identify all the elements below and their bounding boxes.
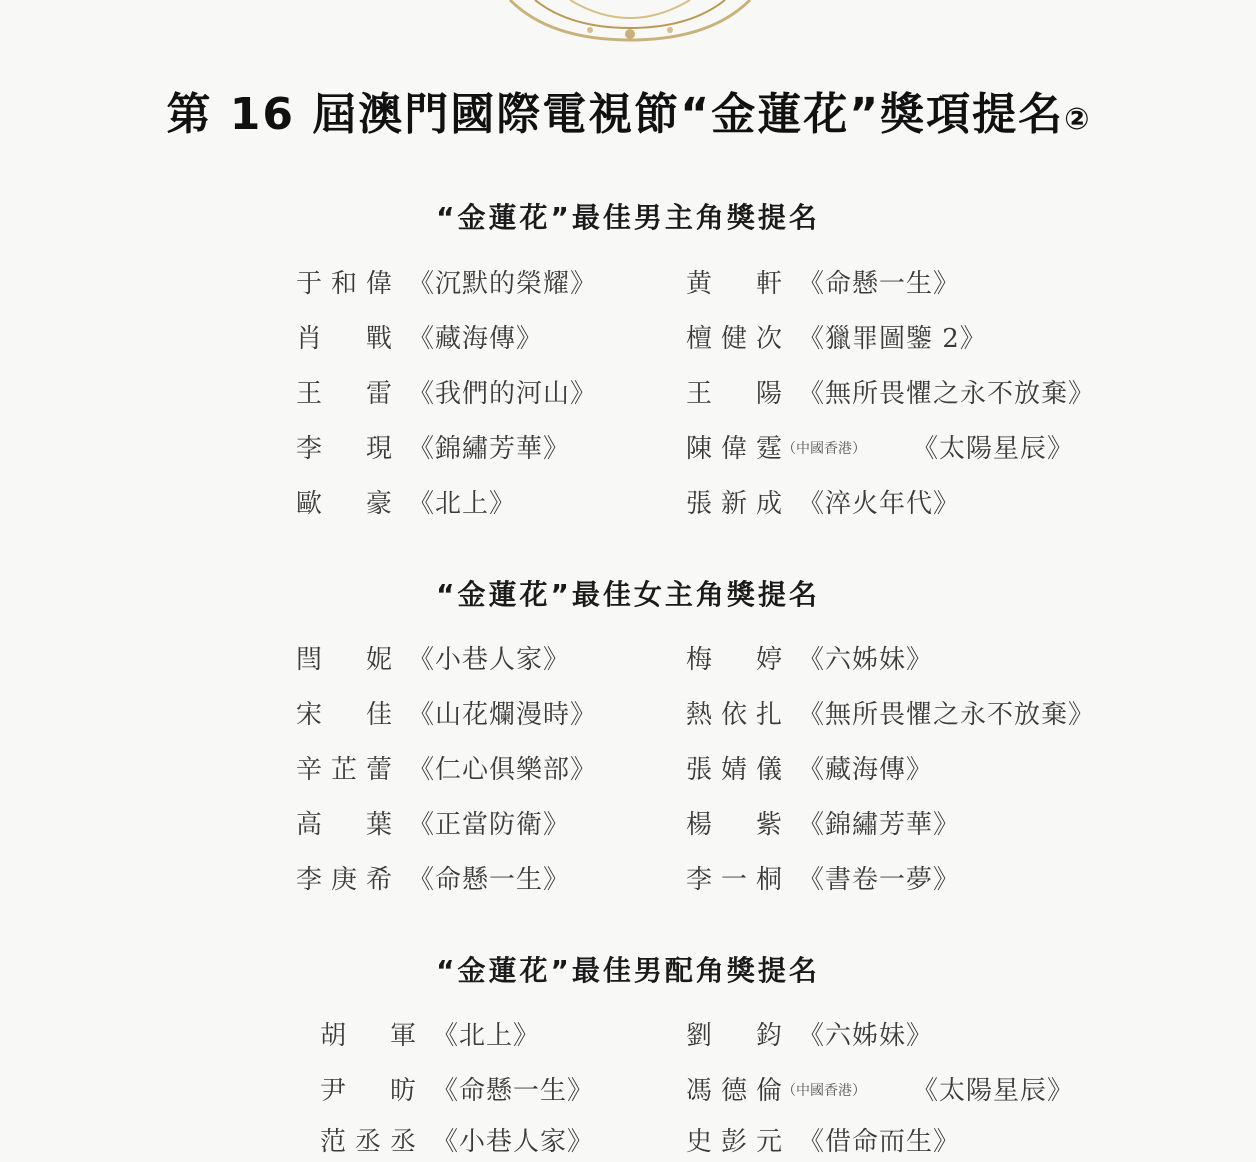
nominee-work: 《北上》 bbox=[432, 1021, 541, 1051]
nominee-work: 《太陽星辰》 bbox=[912, 434, 1075, 464]
section-best-actor bbox=[0, 198, 1256, 238]
nominee-name: 楊 紫 bbox=[686, 810, 782, 840]
nominee-name: 李 現 bbox=[296, 434, 392, 464]
nominee-name: 劉 鈞 bbox=[686, 1021, 782, 1051]
nominee-name: 李庚希 bbox=[296, 865, 392, 895]
nominee-work: 《北上》 bbox=[408, 489, 517, 519]
page-title bbox=[0, 78, 1256, 142]
nominee-name: 肖 戰 bbox=[296, 324, 392, 354]
nominee-name: 宋 佳 bbox=[296, 700, 392, 730]
nominee-name: 熱依扎 bbox=[686, 700, 782, 730]
nominee-work: 《山花爛漫時》 bbox=[408, 700, 598, 730]
nominee-name: 歐 豪 bbox=[296, 489, 392, 519]
nominee-name: 張婧儀 bbox=[686, 755, 782, 785]
nominee-name: 檀健次 bbox=[686, 324, 782, 354]
section-heading: “金蓮花”最佳男主角獎提名 bbox=[436, 201, 820, 234]
nominee-work: 《六姊妹》 bbox=[798, 645, 934, 675]
nominee-name: 辛芷蕾 bbox=[296, 755, 392, 785]
nominee-work: 《太陽星辰》 bbox=[912, 1076, 1075, 1106]
nominee-name: 黄 軒 bbox=[686, 269, 782, 299]
nominee-name: 尹 昉 bbox=[320, 1076, 416, 1106]
nominee-work: 《無所畏懼之永不放棄》 bbox=[798, 379, 1096, 409]
nominee-name: 史彭元 bbox=[686, 1127, 782, 1157]
nominee-work: 《藏海傳》 bbox=[798, 755, 934, 785]
nominee-work: 《錦繡芳華》 bbox=[408, 434, 571, 464]
nominee-work: 《借命而生》 bbox=[798, 1127, 961, 1157]
nominee-work: 《無所畏懼之永不放棄》 bbox=[798, 700, 1096, 730]
ornament-decoration bbox=[490, 0, 770, 46]
section-best-actress bbox=[0, 575, 1256, 615]
nominee-work: 《正當防衛》 bbox=[408, 810, 571, 840]
section-best-supporting-actor bbox=[0, 951, 1256, 991]
nominee-work: 《命懸一生》 bbox=[798, 269, 961, 299]
nominee-name: 胡 軍 bbox=[320, 1021, 416, 1051]
nominee-work: 《命懸一生》 bbox=[432, 1076, 595, 1106]
nominee-name: 高 葉 bbox=[296, 810, 392, 840]
nominee-name: 陳偉霆 bbox=[686, 434, 782, 464]
nominee-work: 《小巷人家》 bbox=[408, 645, 571, 675]
nominee-work: 《六姊妹》 bbox=[798, 1021, 934, 1051]
nominee-work: 《命懸一生》 bbox=[408, 865, 571, 895]
title-number-mark: ② bbox=[1064, 102, 1090, 137]
nominee-work: 《淬火年代》 bbox=[798, 489, 961, 519]
section-heading: “金蓮花”最佳男配角獎提名 bbox=[436, 954, 820, 987]
nominee-region-note: （中國香港） bbox=[782, 1083, 866, 1099]
nominee-name: 閆 妮 bbox=[296, 645, 392, 675]
nominee-name: 梅 婷 bbox=[686, 645, 782, 675]
page-title-text: 第 16 屆澳門國際電視節“金蓮花”獎項提名 bbox=[166, 89, 1065, 140]
nominee-work: 《錦繡芳華》 bbox=[798, 810, 961, 840]
nominee-work: 《小巷人家》 bbox=[432, 1127, 595, 1157]
nominee-work: 《沉默的榮耀》 bbox=[408, 269, 598, 299]
nominee-work: 《我們的河山》 bbox=[408, 379, 598, 409]
nominee-name: 王 雷 bbox=[296, 379, 392, 409]
nominee-name: 張新成 bbox=[686, 489, 782, 519]
nominee-work: 《獵罪圖鑒 2》 bbox=[798, 324, 987, 354]
nominee-name: 于和偉 bbox=[296, 269, 392, 299]
nominee-work: 《書卷一夢》 bbox=[798, 865, 961, 895]
nominee-name: 王 陽 bbox=[686, 379, 782, 409]
nominee-work: 《仁心俱樂部》 bbox=[408, 755, 598, 785]
section-heading: “金蓮花”最佳女主角獎提名 bbox=[436, 578, 820, 611]
nominee-name: 李一桐 bbox=[686, 865, 782, 895]
nominee-work: 《藏海傳》 bbox=[408, 324, 544, 354]
nominee-name: 馮德倫 bbox=[686, 1076, 782, 1106]
nominee-region-note: （中國香港） bbox=[782, 441, 866, 457]
nominee-name: 范丞丞 bbox=[320, 1127, 416, 1157]
